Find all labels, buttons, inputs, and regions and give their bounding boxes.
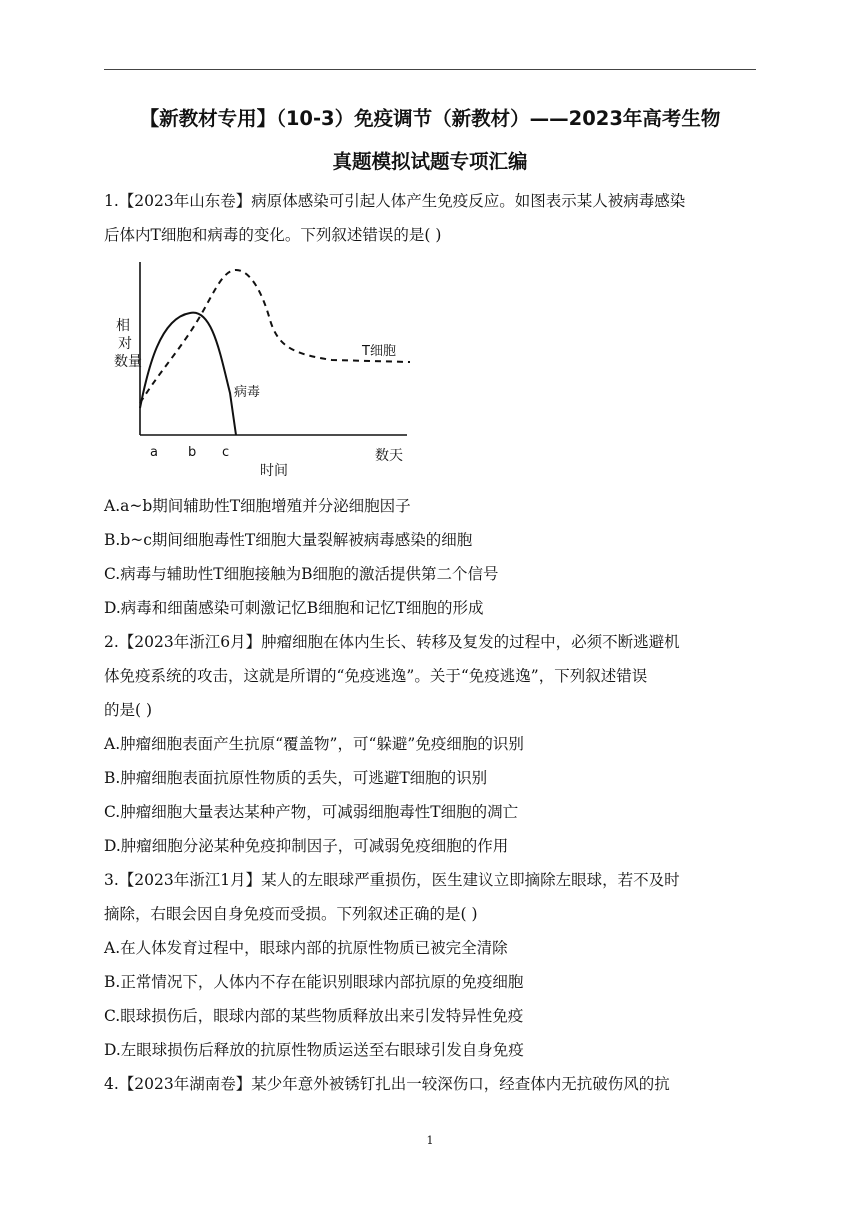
virus-label: 病毒 <box>234 385 261 400</box>
q1-stem-line-2: 后体内T细胞和病毒的变化。下列叙述错误的是( ) <box>104 226 442 244</box>
ylabel-char-3: 数量 <box>114 354 142 370</box>
q4-stem-line-1: 4.【2023年湖南卷】某少年意外被锈钉扎出一较深伤口，经查体内无抗破伤风的抗 <box>104 1075 670 1093</box>
q1-option-d: D.病毒和细菌感染可刺激记忆B细胞和记忆T细胞的形成 <box>104 599 484 617</box>
q3-option-c: C.眼球损伤后，眼球内部的某些物质释放出来引发特异性免疫 <box>104 1007 524 1025</box>
xlabel: 时间 <box>260 463 288 479</box>
title-line-2: 真题模拟试题专项汇编 <box>332 150 528 173</box>
q3-option-b: B.正常情况下，人体内不存在能识别眼球内部抗原的免疫细胞 <box>104 973 524 991</box>
q2-option-d: D.肿瘤细胞分泌某种免疫抑制因子，可减弱免疫细胞的作用 <box>104 837 509 855</box>
tcell-label: T细胞 <box>362 344 396 359</box>
tick-c: c <box>222 445 230 460</box>
q2-stem-line-2: 体免疫系统的攻击，这就是所谓的“免疫逃逸”。关于“免疫逃逸”，下列叙述错误 <box>104 667 648 685</box>
ylabel-char-2: 对 <box>118 336 132 352</box>
xunit: 数天 <box>375 448 403 464</box>
q2-option-c: C.肿瘤细胞大量表达某种产物，可减弱细胞毒性T细胞的凋亡 <box>104 803 519 821</box>
tick-a: a <box>150 445 158 460</box>
virus-curve <box>140 313 236 435</box>
q3-option-a: A.在人体发育过程中，眼球内部的抗原性物质已被完全清除 <box>104 939 508 957</box>
page-number: 1 <box>426 1134 434 1147</box>
q3-stem-line-2: 摘除，右眼会因自身免疫而受损。下列叙述正确的是( ) <box>104 905 478 923</box>
q1-option-b: B.b~c期间细胞毒性T细胞大量裂解被病毒感染的细胞 <box>104 531 473 549</box>
header-rule <box>104 69 756 70</box>
q3-option-d: D.左眼球损伤后释放的抗原性物质运送至右眼球引发自身免疫 <box>104 1041 524 1059</box>
ylabel-char-1: 相 <box>116 318 130 334</box>
q1-option-c: C.病毒与辅助性T细胞接触为B细胞的激活提供第二个信号 <box>104 565 499 583</box>
q3-stem-line-1: 3.【2023年浙江1月】某人的左眼球严重损伤，医生建议立即摘除左眼球，若不及时 <box>104 871 680 889</box>
q1-figure <box>112 258 422 480</box>
q2-stem-line-1: 2.【2023年浙江6月】肿瘤细胞在体内生长、转移及复发的过程中，必须不断逃避机 <box>104 633 680 651</box>
q2-option-a: A.肿瘤细胞表面产生抗原“覆盖物”，可“躲避”免疫细胞的识别 <box>104 735 524 753</box>
q1-option-a: A.a~b期间辅助性T细胞增殖并分泌细胞因子 <box>104 497 411 515</box>
q2-option-b: B.肿瘤细胞表面抗原性物质的丢失，可逃避T细胞的识别 <box>104 769 488 787</box>
q1-stem-line-1: 1.【2023年山东卷】病原体感染可引起人体产生免疫反应。如图表示某人被病毒感染 <box>104 192 686 210</box>
tcell-curve <box>140 270 410 403</box>
tick-b: b <box>188 445 197 460</box>
q2-stem-line-3: 的是( ) <box>104 701 153 719</box>
title-line-1: 【新教材专用】（10-3）免疫调节（新教材）——2023年高考生物 <box>139 107 721 130</box>
